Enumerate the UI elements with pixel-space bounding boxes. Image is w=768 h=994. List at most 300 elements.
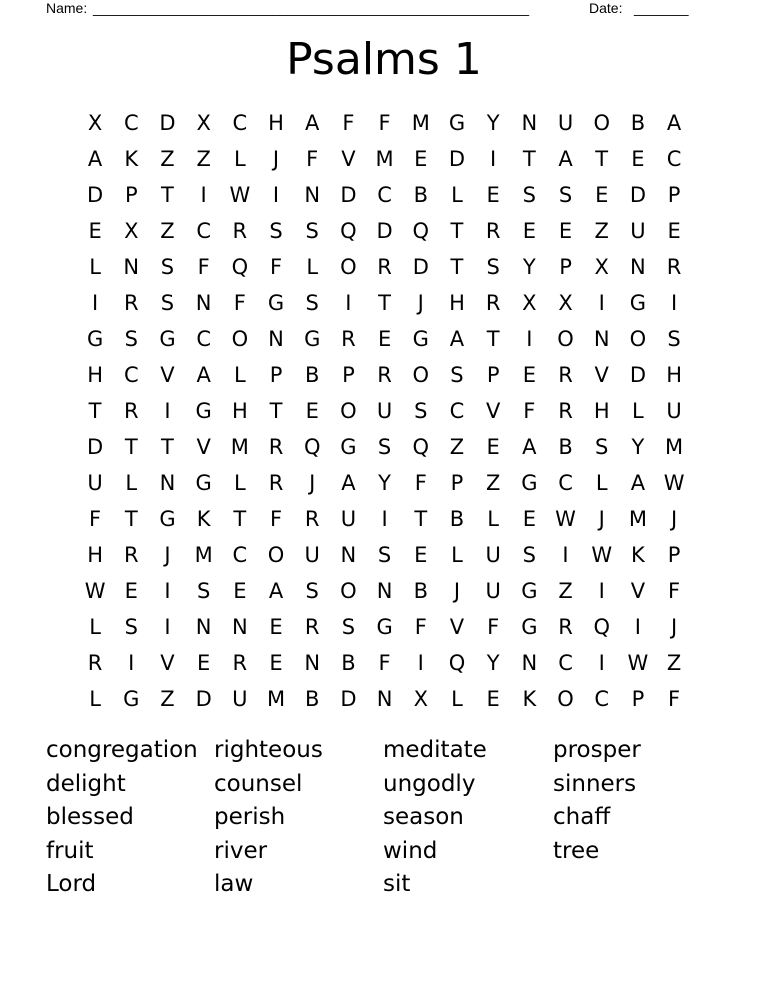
grid-row [77,357,692,393]
grid-cell: U [304,543,320,567]
word-bank-column [383,734,487,902]
grid-cell: R [377,255,392,279]
grid-cell: G [340,435,357,459]
grid-cell: E [269,615,283,639]
grid-cell: X [594,255,609,279]
grid-cell: G [267,291,285,315]
grid-cell: Z [594,219,609,243]
grid-cell: F [668,579,681,603]
grid-cell: Q [340,219,357,243]
grid-cell: P [559,255,572,279]
grid-cell: C [666,147,682,171]
grid-cell: V [160,651,175,675]
grid-cell: U [87,471,103,495]
grid-cell: I [91,291,99,315]
grid-cell: E [377,327,392,351]
letter-grid [77,105,692,717]
grid-cell: S [414,399,428,423]
grid-cell: U [485,543,501,567]
grid-cell: G [195,471,212,495]
grid-cell: O [557,687,574,711]
grid-cell: I [200,183,207,207]
grid-cell: T [486,327,500,351]
grid-row [77,249,692,285]
grid-cell: I [272,183,280,207]
word-bank-item: congregation [46,737,198,763]
grid-cell: E [124,579,138,603]
grid-cell: S [522,543,537,567]
grid-cell: I [598,579,605,603]
grid-cell: L [89,687,101,711]
grid-cell: H [449,291,465,315]
grid-cell: H [666,363,682,387]
grid-cell: R [232,219,248,243]
word-bank-item: Lord [46,871,97,897]
grid-cell: E [233,579,247,603]
grid-cell: Y [631,435,645,459]
grid-cell: I [345,291,352,315]
word-bank-item: river [214,837,268,864]
grid-row [77,609,692,645]
grid-cell: C [123,363,139,387]
grid-cell: L [487,507,499,531]
word-bank-item: delight [46,770,126,797]
grid-cell: U [557,111,574,135]
grid-cell: R [268,471,284,495]
grid-cell: D [412,255,429,279]
grid-cell: Z [485,471,501,495]
grid-cell: S [595,435,609,459]
grid-cell: U [666,399,682,423]
grid-row [77,537,692,573]
word-bank-item: wind [383,837,438,864]
grid-cell: G [159,327,176,351]
grid-cell: Q [412,219,430,243]
grid-cell: S [377,435,392,459]
grid-cell: C [449,399,465,423]
grid-cell: S [160,255,175,279]
grid-cell: V [630,579,646,603]
grid-cell: X [413,687,428,711]
grid-cell: F [414,471,427,495]
grid-cell: A [341,471,356,495]
grid-cell: N [593,327,610,351]
grid-cell: C [232,111,248,135]
word-bank-item: sit [383,871,411,897]
grid-cell: J [164,543,171,567]
grid-cell: S [196,579,211,603]
grid-cell: G [521,579,538,603]
grid-cell: Y [486,651,500,675]
grid-row [77,501,692,537]
grid-cell: D [448,147,466,171]
grid-cell: Q [303,435,321,459]
grid-cell: C [196,219,211,243]
grid-cell: X [87,111,103,135]
grid-cell: S [305,219,319,243]
grid-cell: R [123,399,139,423]
grid-cell: R [558,399,573,423]
grid-cell: L [306,255,319,279]
grid-cell: V [341,147,356,171]
grid-cell: Z [449,435,465,459]
word-bank-column [214,734,323,902]
grid-cell: P [631,687,645,711]
grid-row [77,105,692,141]
grid-cell: V [196,435,211,459]
grid-cell: R [304,615,320,639]
grid-cell: G [521,615,538,639]
grid-cell: V [485,399,501,423]
grid-cell: F [197,255,210,279]
grid-cell: I [562,543,569,567]
grid-cell: N [268,327,284,351]
grid-cell: L [125,471,138,495]
grid-cell: D [340,687,357,711]
word-bank-item: law [214,871,254,897]
grid-row [77,645,692,681]
grid-cell: S [341,615,356,639]
grid-cell: G [86,327,104,351]
grid-cell: O [412,363,430,387]
grid-cell: G [304,327,321,351]
grid-cell: N [630,255,646,279]
grid-cell: H [231,399,248,423]
grid-cell: P [342,363,355,387]
grid-cell: B [630,111,646,135]
grid-cell: L [233,363,246,387]
word-bank-column [46,734,198,902]
grid-cell: L [233,147,246,171]
grid-cell: I [164,399,171,423]
grid-cell: C [594,687,610,711]
grid-cell: R [558,615,573,639]
grid-cell: S [160,291,175,315]
grid-cell: N [195,615,212,639]
grid-cell: O [340,255,357,279]
grid-cell: D [195,687,212,711]
grid-cell: F [414,615,427,639]
grid-cell: N [304,183,321,207]
grid-cell: R [304,507,320,531]
grid-cell: N [376,687,393,711]
grid-cell: F [89,507,102,531]
grid-cell: H [593,399,610,423]
grid-cell: S [486,255,500,279]
grid-cell: O [593,111,610,135]
grid-cell: E [522,507,536,531]
grid-cell: A [268,579,284,603]
grid-cell: Q [231,255,249,279]
grid-cell: S [558,183,573,207]
grid-cell: C [123,111,139,135]
header-line [46,0,698,20]
grid-cell: T [233,507,247,531]
grid-cell: M [665,435,684,459]
grid-row [77,141,692,177]
grid-cell: E [305,399,319,423]
grid-cell: U [232,687,248,711]
grid-cell: R [666,255,682,279]
grid-cell: L [595,471,608,495]
grid-cell: N [304,651,321,675]
grid-cell: R [232,651,248,675]
grid-cell: F [233,291,246,315]
word-bank-item: tree [553,837,600,864]
grid-cell: E [486,435,500,459]
grid-cell: A [558,147,573,171]
grid-cell: Y [378,471,391,495]
grid-cell: I [598,651,605,675]
grid-cell: B [449,507,465,531]
grid-cell: T [450,219,464,243]
grid-cell: W [229,183,251,207]
word-bank-item: season [383,804,464,830]
grid-cell: F [306,147,319,171]
grid-cell: O [340,399,357,423]
grid-cell: J [417,291,424,315]
grid-cell: M [230,435,249,459]
grid-cell: T [161,435,174,459]
grid-cell: F [269,255,283,279]
grid-cell: I [164,579,171,603]
grid-cell: B [305,363,320,387]
grid-row [77,573,692,609]
grid-cell: C [232,543,248,567]
grid-cell: L [89,615,101,639]
grid-cell: G [376,615,393,639]
grid-cell: I [164,615,171,639]
grid-cell: T [88,399,102,423]
grid-cell: N [231,615,248,639]
grid-cell: L [451,183,463,207]
word-bank-item: chaff [553,804,611,830]
grid-cell: B [558,435,573,459]
grid-cell: R [485,219,501,243]
grid-cell: M [194,543,213,567]
grid-cell: R [341,327,356,351]
word-bank-item: sinners [553,770,637,797]
grid-cell: M [628,507,647,531]
page-title: Psalms 1 [286,34,482,85]
grid-cell: D [159,111,176,135]
grid-cell: S [450,363,464,387]
grid-cell: J [309,471,316,495]
grid-cell: X [124,219,139,243]
grid-cell: J [272,147,280,171]
grid-cell: S [269,219,283,243]
grid-cell: O [231,327,249,351]
word-bank-item: righteous [214,737,323,763]
grid-cell: D [376,219,393,243]
grid-cell: B [305,687,320,711]
grid-cell: E [667,219,681,243]
grid-cell: R [123,291,139,315]
grid-row [77,213,692,249]
grid-cell: E [269,651,283,675]
grid-cell: D [629,183,646,207]
grid-cell: E [522,363,536,387]
grid-cell: I [526,327,533,351]
grid-cell: P [450,471,464,495]
grid-row [77,465,692,501]
grid-cell: E [486,183,500,207]
grid-cell: L [632,399,644,423]
grid-cell: I [490,147,497,171]
grid-cell: A [196,363,211,387]
grid-cell: T [124,507,138,531]
grid-row [77,321,692,357]
grid-cell: E [88,219,102,243]
grid-cell: F [378,111,391,135]
grid-cell: K [196,507,211,531]
grid-cell: I [381,507,388,531]
grid-cell: E [595,183,609,207]
word-bank-item: blessed [46,804,134,830]
grid-cell: X [522,291,537,315]
grid-cell: S [305,579,319,603]
grid-cell: J [598,507,605,531]
name-field: ________________________________________________________ [93,0,530,16]
grid-cell: G [521,471,538,495]
grid-cell: S [124,615,138,639]
grid-cell: Z [160,687,175,711]
grid-cell: G [412,327,429,351]
grid-cell: W [555,507,576,531]
grid-cell: A [630,471,646,495]
grid-cell: T [595,147,609,171]
grid-cell: F [342,111,355,135]
date-field: _______ [634,0,689,16]
grid-cell: V [594,363,609,387]
grid-cell: T [378,291,391,315]
grid-cell: A [87,147,103,171]
word-bank-item: ungodly [383,770,476,797]
grid-cell: V [160,363,175,387]
grid-row [77,285,692,321]
grid-cell: J [670,507,678,531]
word-bank-item: perish [214,804,286,830]
grid-cell: B [341,651,356,675]
grid-cell: D [629,363,646,387]
grid-cell: T [450,255,464,279]
grid-cell: S [377,543,392,567]
grid-cell: P [667,543,681,567]
grid-cell: R [485,291,501,315]
grid-cell: P [269,363,283,387]
grid-cell: O [629,327,647,351]
grid-cell: Y [486,111,500,135]
grid-cell: J [453,579,461,603]
grid-cell: S [667,327,681,351]
grid-cell: E [522,219,536,243]
grid-cell: J [670,615,678,639]
grid-cell: P [486,363,500,387]
grid-cell: U [376,399,393,423]
grid-cell: A [305,111,320,135]
grid-row [77,429,692,465]
grid-cell: M [266,687,286,711]
grid-cell: D [87,435,104,459]
grid-cell: I [598,291,605,315]
grid-cell: T [414,507,428,531]
grid-cell: Z [196,147,211,171]
grid-cell: O [557,327,574,351]
grid-cell: V [449,615,465,639]
grid-cell: G [195,399,212,423]
grid-cell: Z [160,219,175,243]
grid-cell: I [417,651,424,675]
grid-cell: T [522,147,536,171]
grid-cell: L [89,255,101,279]
grid-cell: G [159,507,176,531]
grid-cell: N [195,291,212,315]
grid-cell: R [123,543,139,567]
grid-cell: I [670,291,678,315]
grid-cell: G [629,291,647,315]
grid-cell: R [558,363,573,387]
grid-cell: O [340,579,357,603]
grid-cell: R [377,363,392,387]
grid-cell: W [84,579,106,603]
grid-cell: Q [593,615,610,639]
word-bank-item: counsel [214,770,303,797]
grid-cell: N [521,111,538,135]
date-label: Date: [589,0,623,16]
grid-cell: B [413,183,428,207]
grid-cell: E [197,651,211,675]
word-bank-item: meditate [383,737,487,763]
grid-cell: F [378,651,391,675]
grid-cell: E [414,147,428,171]
grid-cell: Z [666,651,682,675]
grid-cell: U [630,219,646,243]
word-bank-item: fruit [46,837,94,864]
grid-cell: T [161,183,174,207]
grid-cell: Q [448,651,466,675]
grid-cell: D [340,183,357,207]
grid-cell: X [196,111,211,135]
word-bank-item: prosper [553,737,641,763]
grid-cell: Q [412,435,430,459]
grid-cell: S [522,183,537,207]
grid-cell: N [521,651,538,675]
grid-cell: S [305,291,319,315]
grid-cell: H [268,111,284,135]
grid-cell: E [486,687,500,711]
grid-cell: M [411,111,430,135]
grid-cell: E [414,543,428,567]
grid-cell: H [87,363,103,387]
grid-cell: F [523,399,536,423]
grid-cell: O [267,543,285,567]
grid-cell: C [558,471,573,495]
grid-cell: C [377,183,392,207]
grid-cell: F [487,615,500,639]
grid-cell: K [631,543,645,567]
grid-cell: N [123,255,140,279]
grid-cell: H [87,543,103,567]
grid-cell: B [413,579,428,603]
grid-cell: I [634,615,641,639]
grid-cell: I [128,651,135,675]
grid-cell: T [124,435,138,459]
grid-cell: G [123,687,140,711]
grid-cell: E [558,219,573,243]
grid-cell: A [449,327,465,351]
grid-cell: K [124,147,139,171]
grid-cell: G [448,111,466,135]
